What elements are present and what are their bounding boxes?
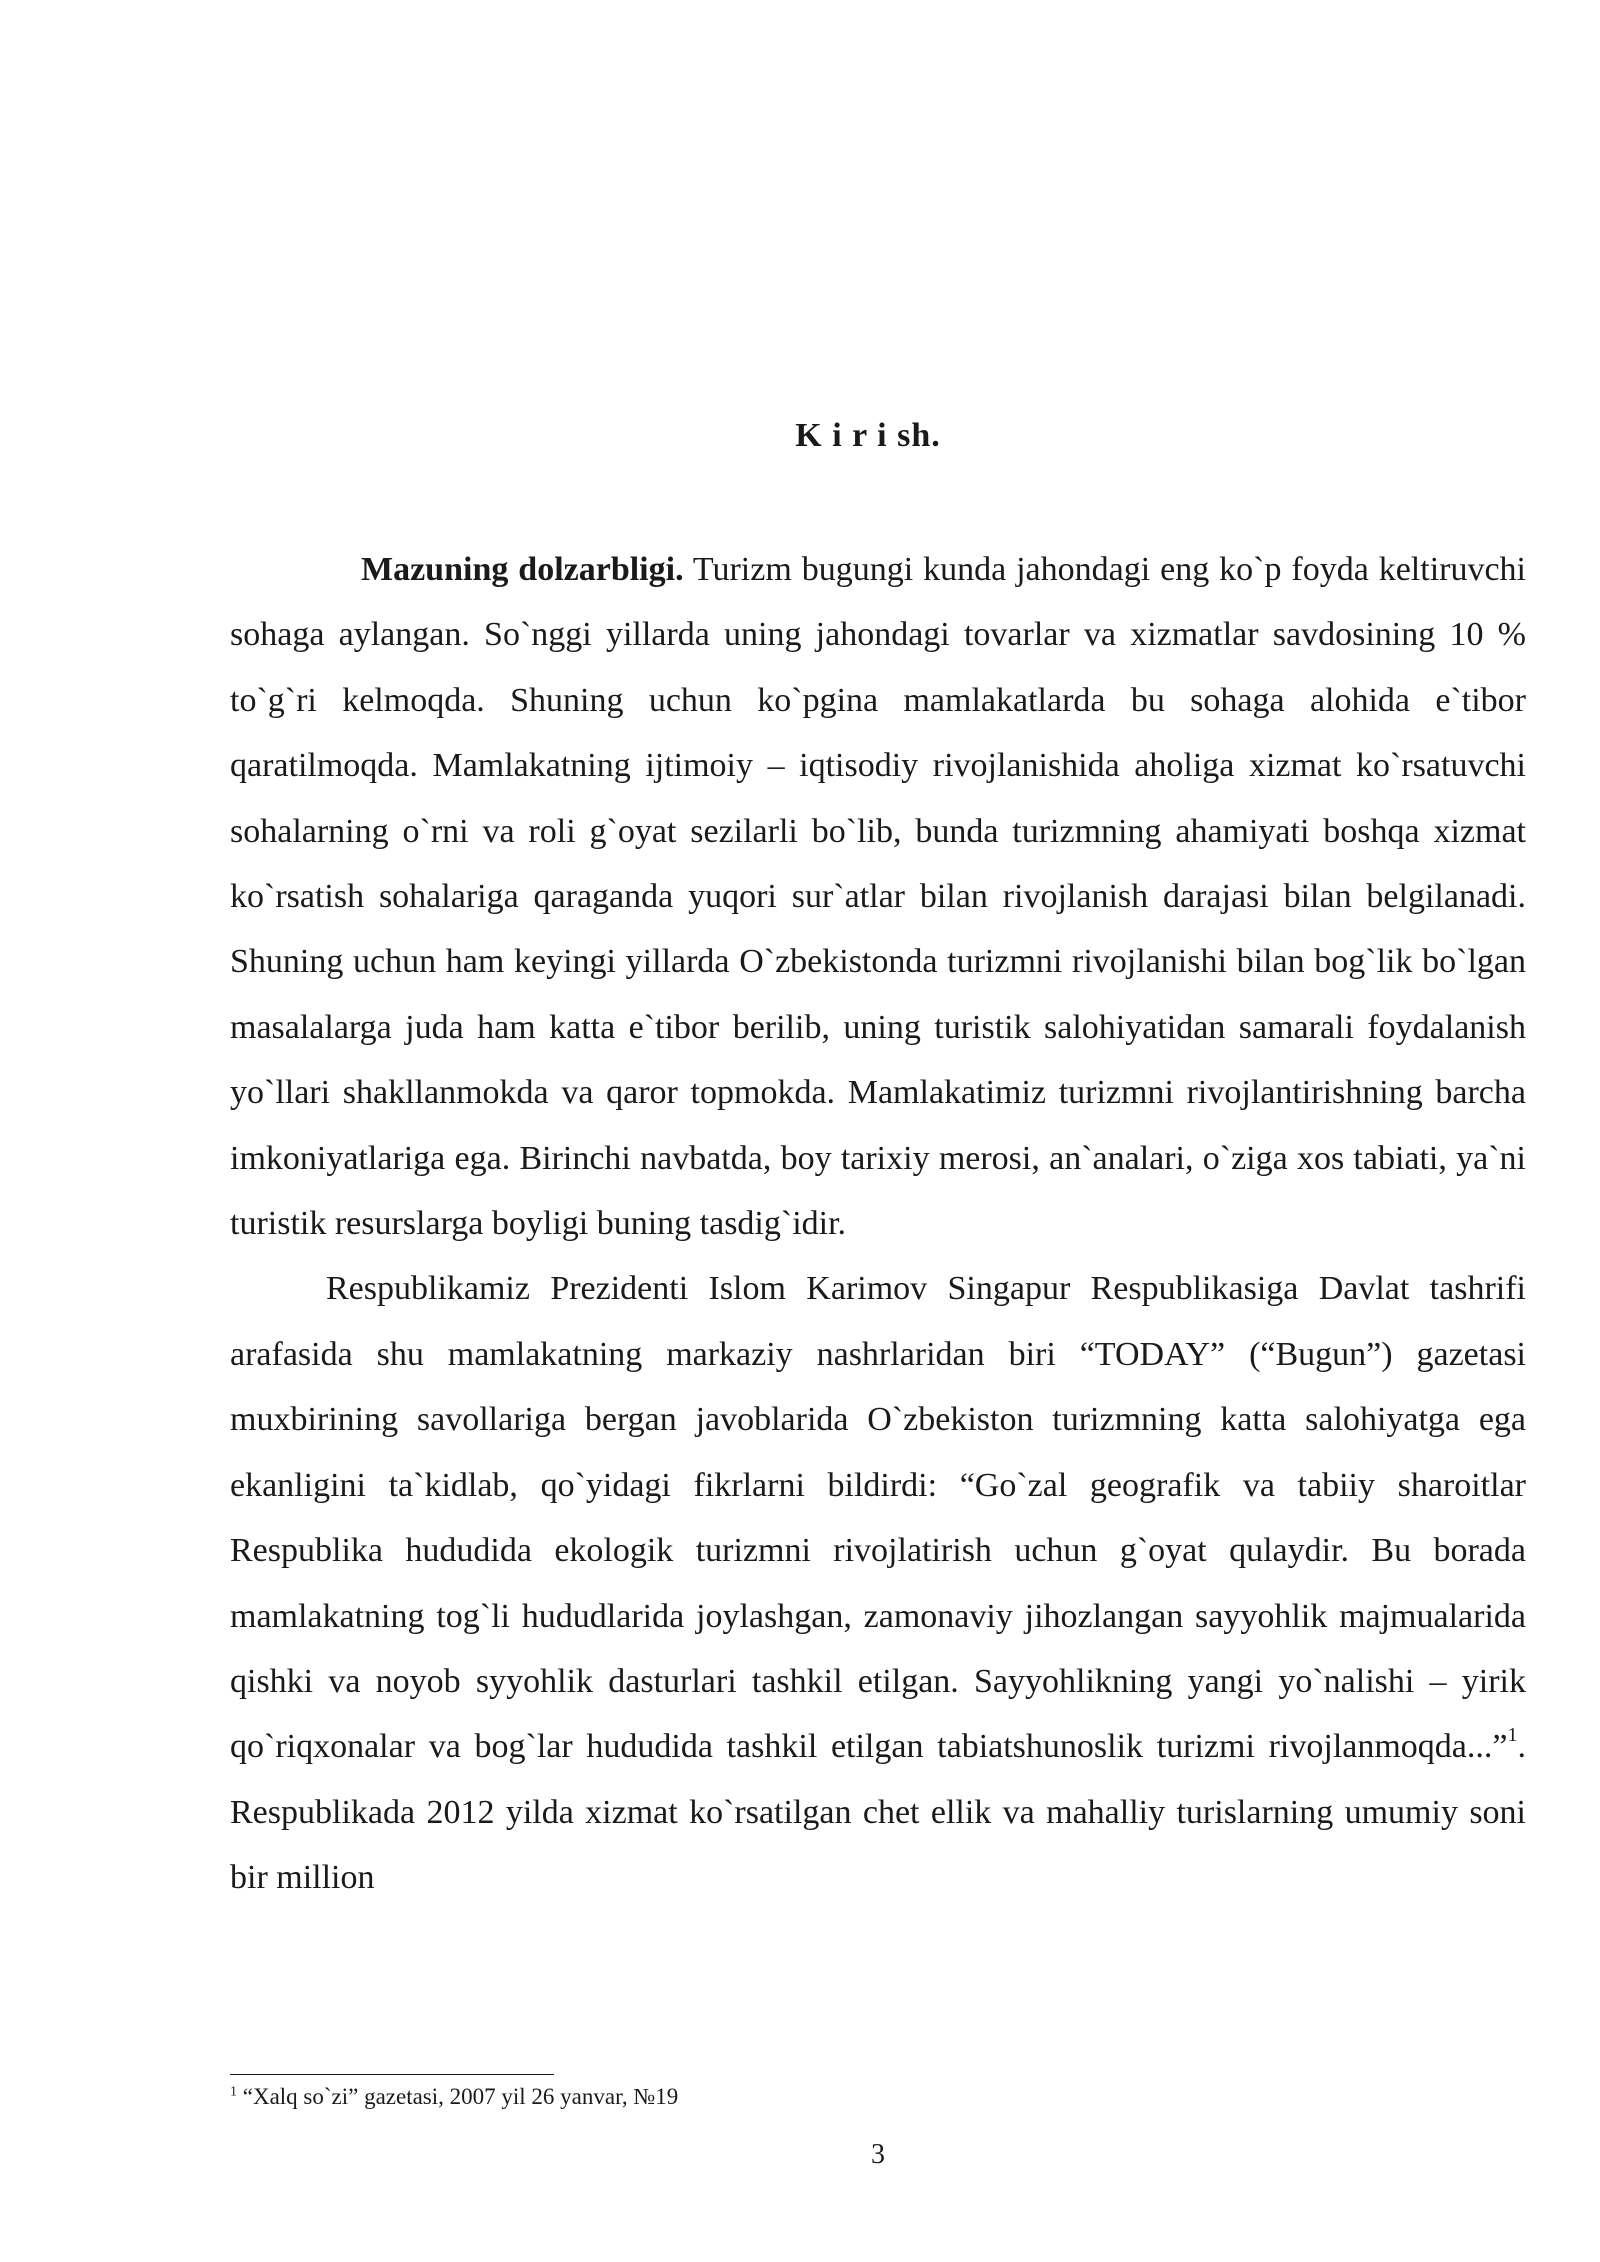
- paragraph-relevance: [230, 537, 1526, 1256]
- footnote-marker: 1: [230, 2084, 237, 2100]
- paragraph-text: Respublikamiz Prezidenti Islom Karimov Singapur Respublikasiga Davlat tashrifi arafasida shu mamlakatning markaziy nashrlaridan biri “TODAY” (“Bugun”) gazetasi muxbirining savollariga bergan javoblarida O`zbekiston turizmning katta salohiyatga ega ekanligini ta`kidlab, qo`yidagi fikrlarni bildirdi: “Go`zal geografik va tabiiy sharoitlar Respublika hududida ekologik turizmni rivojlatirish uchun g`oyat qulaydir. Bu borada mamlakatning tog`li hududlarida joylashgan, zamonaviy jihozlangan sayyohlik majmualarida qishki va noyob syyohlik dasturlari tashkil etilgan. Sayyohlikning yangi yo`nalishi – yirik qo`riqxonalar va bog`lar hududida tashkil etilgan tabiatshunoslik turizmi rivojlanmoqda...”: [230, 1270, 1526, 1766]
- footnote: [230, 2082, 1530, 2112]
- page-number: 3: [871, 2139, 885, 2170]
- footnote-text: “Xalq so`zi” gazetasi, 2007 yil 26 yanvar, №19: [237, 2084, 679, 2109]
- footnote-reference: 1: [1507, 1723, 1518, 1746]
- footnote-separator: [230, 2074, 554, 2075]
- paragraph-text-continued: . Respublikada 2012 yilda xizmat ko`rsatilgan chet ellik va mahalliy turislarning umumiy soni bir million: [230, 1728, 1526, 1897]
- paragraph-president-quote: [230, 1256, 1526, 1910]
- section-title: K i r i sh.: [795, 417, 941, 454]
- paragraph-lead: Mazuning dolzarbligi.: [361, 551, 684, 588]
- paragraph-text: Turizm bugungi kunda jahondagi eng ko`p foyda keltiruvchi sohaga aylangan. So`nggi yillarda uning jahondagi tovarlar va xizmatlar savdosining 10 % to`g`ri kelmoqda. Shuning uchun ko`pgina mamlakatlarda bu sohaga alohida e`tibor qaratilmoqda. Mamlakatning ijtimoiy – iqtisodiy rivojlanishida aholiga xizmat ko`rsatuvchi sohalarning o`rni va roli g`oyat sezilarli bo`lib, bunda turizmning ahamiyati boshqa xizmat ko`rsatish sohalariga qaraganda yuqori sur`atlar bilan rivojlanish darajasi bilan belgilanadi. Shuning uchun ham keyingi yillarda O`zbekistonda turizmni rivojlanishi bilan bog`lik bo`lgan masalalarga juda ham katta e`tibor berilib, uning turistik salohiyatidan samarali foydalanish yo`llari shakllanmokda va qaror topmokda. Mamlakatimiz turizmni rivojlantirishning barcha imkoniyatlariga ega. Birinchi navbatda, boy tarixiy merosi, an`analari, o`ziga xos tabiati, ya`ni turistik resurslarga boyligi buning tasdig`idir.: [230, 551, 1526, 1243]
- body-text: [230, 537, 1526, 1911]
